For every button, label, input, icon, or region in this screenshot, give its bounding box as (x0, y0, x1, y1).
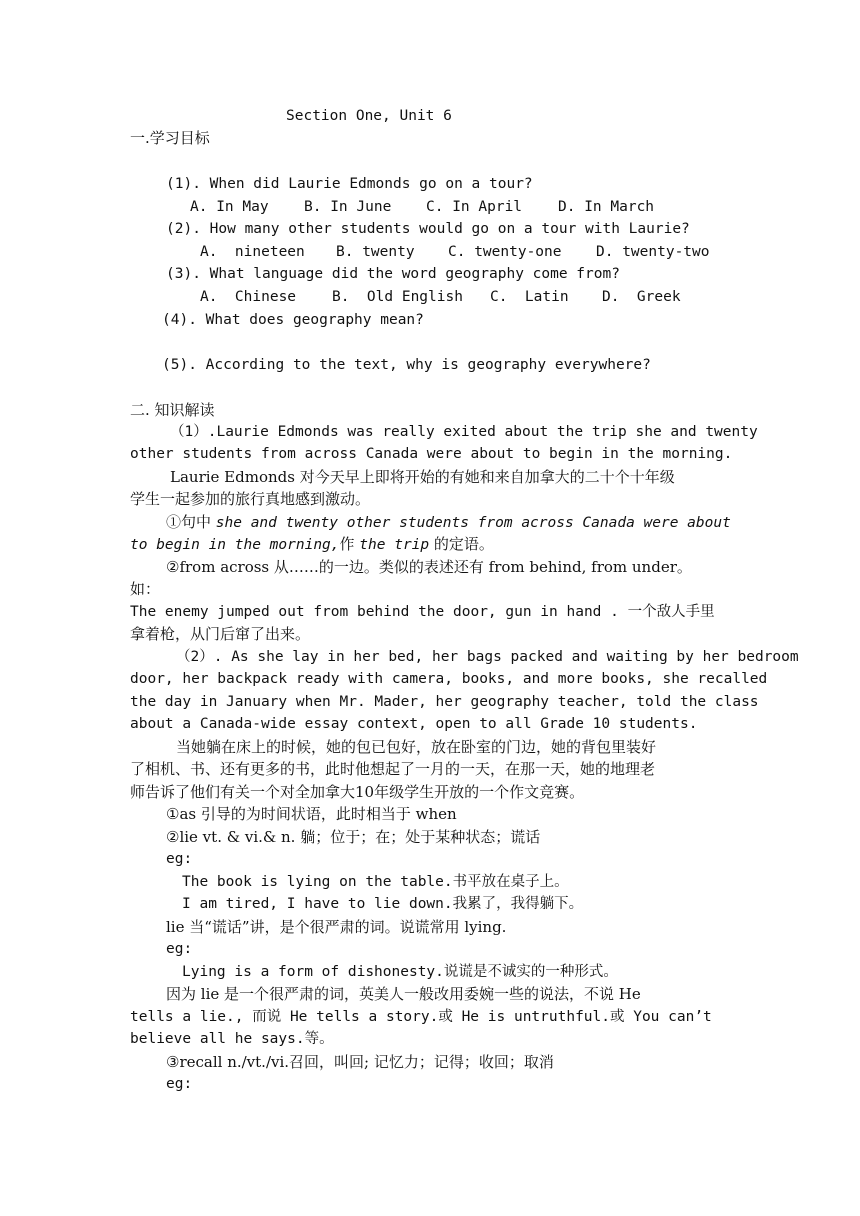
q2-option-d: D. twenty-two (596, 244, 710, 260)
paragraph-2-translation-1: 当她躺在床上的时候，她的包已包好，放在卧室的门边，她的背包里装好 (176, 738, 657, 756)
q2-option-c: C. twenty-one (448, 244, 562, 260)
q2-option-b: B. twenty (336, 244, 415, 260)
eg-label-1: eg: (166, 851, 193, 867)
paragraph-2-line-2: door, her backpack ready with camera, books, and more books, she recalled (130, 671, 768, 687)
q1-option-a: A. In May (190, 199, 269, 215)
note-1-mid: 作 (339, 535, 360, 553)
note-euphemism-3: believe all he says.等。 (130, 1031, 334, 1047)
page-title: Section One, Unit 6 (286, 108, 452, 124)
note-1-suffix: 的定语。 (429, 535, 494, 553)
q1-option-c: C. In April (426, 199, 523, 215)
note-1-italic-2: to begin in the morning, (130, 537, 340, 553)
q3-option-c: C. Latin (490, 289, 569, 305)
note-1-italic-1: she and twenty other students from across Canada were about (215, 515, 731, 531)
paragraph-2-line-4: about a Canada-wide essay context, open to all Grade 10 students. (130, 716, 698, 732)
question-2-options (200, 241, 710, 264)
paragraph-2-line-3: the day in January when Mr. Mader, her geography teacher, told the class (130, 694, 759, 710)
question-4: (4). What does geography mean? (162, 312, 424, 328)
note-recall: ③recall n./vt./vi.召回，叫回; 记忆力；记得；收回；取消 (166, 1053, 554, 1071)
example-lie-1: The book is lying on the table.书平放在桌子上。 (182, 874, 569, 890)
question-1: (1). When did Laurie Edmonds go on a tour? (166, 176, 533, 192)
section-heading-objectives: 一.学习目标 (130, 129, 210, 147)
paragraph-1-line-1: （1）.Laurie Edmonds was really exited about the trip she and twenty (170, 424, 758, 440)
note-2-example: The enemy jumped out from behind the door, gun in hand . 一个敌人手里 (130, 604, 715, 620)
example-lie-2: I am tired, I have to lie down.我累了，我得躺下。 (182, 896, 584, 912)
note-lie-meaning: lie 当“谎话”讲，是个很严肃的词。说谎常用 lying. (166, 918, 507, 936)
paragraph-2-translation-2: 了相机、书、还有更多的书，此时他想起了一月的一天，在那一天，她的地理老 (130, 760, 656, 778)
question-2: (2). How many other students would go on a tour with Laurie? (166, 221, 690, 237)
question-3: (3). What language did the word geography come from? (166, 266, 620, 282)
paragraph-1-line-2: other students from across Canada were about to begin in the morning. (130, 446, 733, 462)
q2-option-a: A. nineteen (200, 244, 305, 260)
question-3-options (200, 286, 681, 309)
eg-label-3: eg: (166, 1076, 193, 1092)
q1-option-b: B. In June (304, 199, 392, 215)
q3-option-a: A. Chinese (200, 289, 297, 305)
note-1-italic-3: the trip (359, 537, 430, 553)
q1-option-d: D. In March (558, 199, 655, 215)
q3-option-b: B. Old English (332, 289, 463, 305)
note-euphemism-2: tells a lie., 而说 He tells a story.或 He is untruthful.或 You can’t (130, 1009, 712, 1025)
paragraph-1-translation-2: 学生一起参加的旅行真地感到激动。 (130, 490, 371, 508)
note-2-line-2: 如： (130, 580, 161, 598)
section-heading-knowledge: 二. 知识解读 (130, 401, 215, 419)
note-lie: ②lie vt. & vi.& n. 躺；位于；在；处于某种状态；谎话 (166, 828, 541, 846)
note-2-example-translation: 拿着枪，从门后窜了出来。 (130, 625, 311, 643)
note-2-line-1: ②from across 从……的一边。类似的表述还有 from behind, from under。 (166, 558, 692, 576)
eg-label-2: eg: (166, 941, 193, 957)
note-euphemism-1: 因为 lie 是一个很严肃的词，英美人一般改用委婉一些的说法，不说 He (166, 985, 641, 1003)
question-1-options (190, 196, 654, 219)
question-5: (5). According to the text, why is geography everywhere? (162, 357, 651, 373)
note-1-line-2 (130, 533, 494, 557)
paragraph-1-translation-1: Laurie Edmonds 对今天早上即将开始的有她和来自加拿大的二十个十年级 (170, 468, 675, 486)
note-1-line-1 (166, 511, 731, 535)
q3-option-d: D. Greek (602, 289, 681, 305)
note-as: ①as 引导的为时间状语，此时相当于 when (166, 805, 457, 823)
note-1-prefix: ①句中 (166, 513, 216, 531)
paragraph-2-translation-3: 师告诉了他们有关一个对全加拿大10年级学生开放的一个作文竞赛。 (130, 783, 585, 801)
paragraph-2-line-1: （2）. As she lay in her bed, her bags packed and waiting by her bedroom (176, 649, 799, 665)
example-lying: Lying is a form of dishonesty.说谎是不诚实的一种形式。 (182, 964, 618, 980)
